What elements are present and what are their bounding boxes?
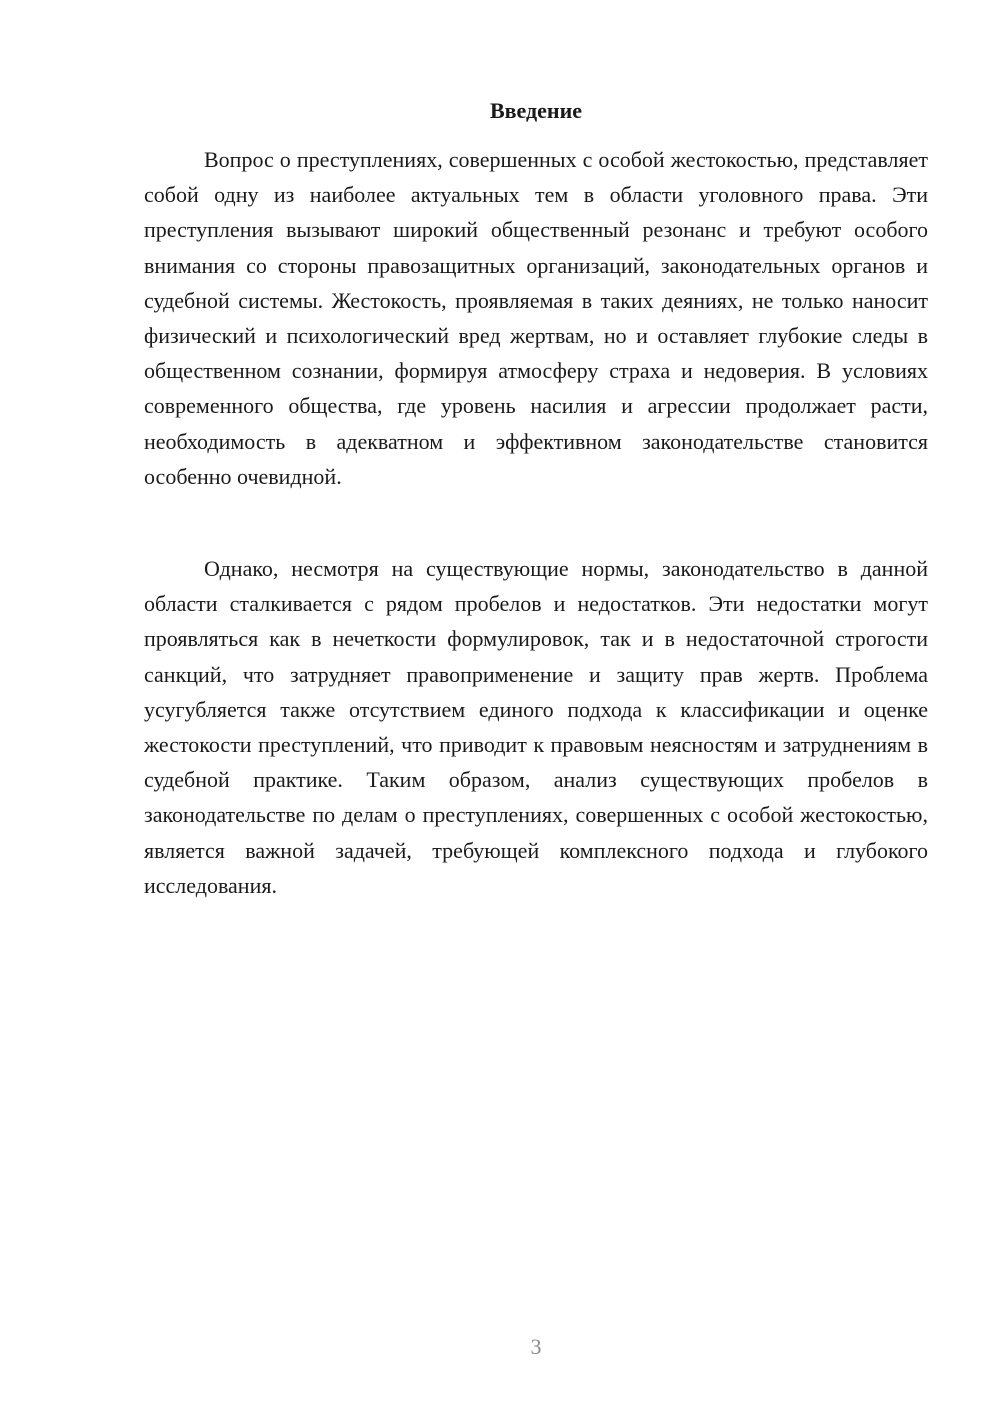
section-heading: Введение bbox=[489, 98, 583, 123]
paragraph-gaps: Однако, несмотря на существующие нормы, законодательство в данной области сталкивается с рядом пробелов и недостатков. Эти недостатки могут проявляться как в нечеткости формулировок, так и в недостаточной строгости санкций, что затрудняет правоприменение и защиту прав жертв. Проблема усугубляется также отсутствием единого подхода к классификации и оценке жестокости преступлений, что приводит к правовым неясностям и затруднениям в судебной практике. Таким образом, анализ существующих пробелов в законодательстве по делам о преступлениях, совершенных с особой жестокостью, является важной задачей, требующей комплексного подхода и глубокого исследования. bbox=[144, 556, 928, 898]
page-number: 3 bbox=[530, 1334, 542, 1359]
paragraph-intro: Вопрос о преступлениях, совершенных с особой жестокостью, представляет собой одну из наиболее актуальных тем в области уголовного права. Эти преступления вызывают широкий общественный резонанс и требуют особого внимания со стороны правозащитных организаций, законодательных органов и судебной системы. Жестокость, проявляемая в таких деяниях, не только наносит физический и психологический вред жертвам, но и оставляет глубокие следы в общественном сознании, формируя атмосферу страха и недоверия. В условиях современного общества, где уровень насилия и агрессии продолжает расти, необходимость в адекватном и эффективном законодательстве становится особенно очевидной. bbox=[144, 147, 928, 489]
